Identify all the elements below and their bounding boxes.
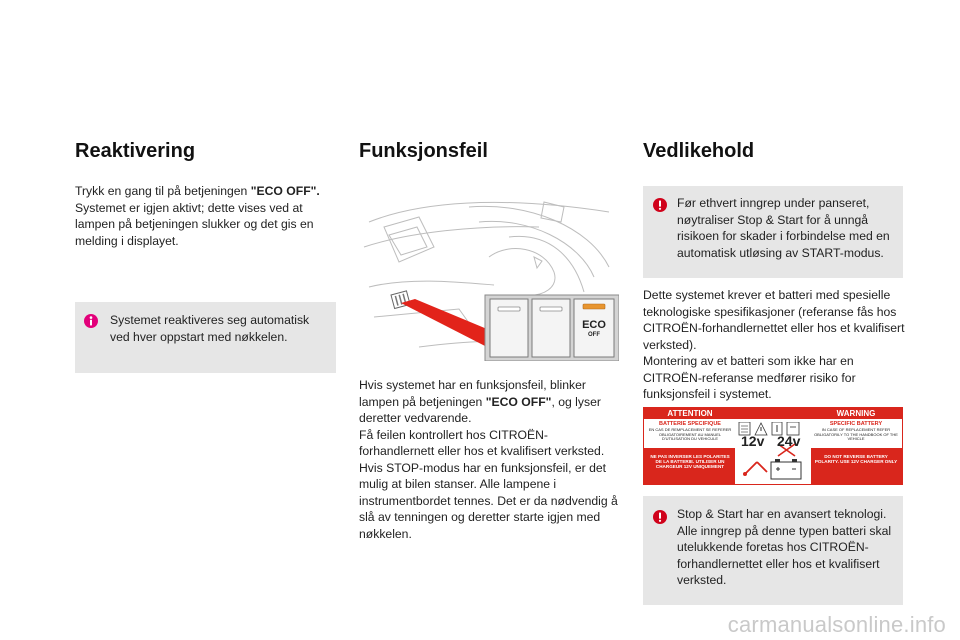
battery-label: [643, 407, 903, 485]
vedlikehold-paragraph: [643, 287, 905, 403]
label-12v: 12v: [741, 433, 765, 449]
battery-pictograms: [737, 422, 809, 482]
info-text: Systemet reaktiveres seg automatisk ved hver oppstart med nøkkelen.: [110, 313, 310, 344]
warning-text-2: Stop & Start har en avansert teknologi. Alle inngrep på denne typen batteri skal utelukkende foretas hos CITROËN-forhandlernettet eller hos et kvalifisert verksted.: [677, 507, 892, 587]
label-24v: 24v: [777, 433, 801, 449]
eco-button-sublabel: OFF: [588, 332, 600, 338]
info-box: [75, 302, 336, 373]
heading-vedlikehold: Vedlikehold: [643, 140, 755, 162]
warning-icon-2: [653, 510, 667, 524]
warning-icon: [653, 198, 667, 212]
fr-subtitle: EN CAS DE REMPLACEMENT SE REFERER OBLIGATOIREMENT AU MANUEL D'UTILISATION DU VEHICULE: [648, 427, 732, 441]
funksjonsfeil-text: Hvis systemet har en funksjonsfeil, blinker lampen på betjeningen: [359, 378, 586, 409]
reaktivering-paragraph: [75, 183, 337, 249]
vedlikehold-text-2: Montering av et batteri som ikke har en CITROËN-referanse medfører risiko for funksjonsfeil i systemet.: [643, 354, 856, 401]
warning-box-1: [643, 186, 903, 278]
eco-off-label-2: "ECO OFF": [485, 394, 552, 409]
reaktivering-text-rest: Systemet er igjen aktivt; dette vises ved at lampen på betjeningen slukker og det gis en melding i displayet.: [75, 200, 314, 248]
reaktivering-text: Trykk en gang til på betjeningen: [75, 184, 251, 198]
dashboard-illustration: [359, 187, 619, 361]
attention-label: ATTENTION: [667, 409, 713, 418]
en-subtitle: IN CASE OF REPLACEMENT REFER OBLIGATORILY TO THE HANDBOOK OF THE VEHICLE: [814, 427, 898, 441]
vedlikehold-text-1: Dette systemet krever et batteri med spesielle teknologiske spesifikasjoner (referanse fås hos CITROËN-forhandlernettet eller hos et kvalifisert verksted).: [643, 288, 905, 352]
fr-warning-text: NE PAS INVERSER LES POLARITES DE LA BATTERIE. UTILISER UN CHARGEUR 12V UNIQUEMENT: [650, 454, 730, 470]
en-title: SPECIFIC BATTERY: [829, 421, 883, 427]
funksjonsfeil-paragraph: [359, 377, 621, 542]
warning-label: WARNING: [836, 409, 876, 418]
funksjonsfeil-text-rest: , og lyser deretter vedvarende.: [359, 394, 601, 425]
warning-text-1: Før ethvert inngrep under panseret, nøytraliser Stop & Start for å unngå risikoen for skader i forbindelse med en automatisk utløsing av START-modus.: [677, 196, 890, 260]
funksjonsfeil-text-3: Hvis STOP-modus har en funksjonsfeil, er det mulig at bilen stanser. Alle lampene i instrumentbordet tennes. Det er da nødvendig å slå av tenningen og deretter starte igjen med nøkkelen.: [359, 460, 618, 541]
heading-reaktivering: Reaktivering: [75, 140, 196, 162]
info-icon: [84, 314, 98, 328]
warning-box-2: [643, 496, 903, 605]
heading-funksjonsfeil: Funksjonsfeil: [359, 140, 488, 162]
watermark: carmanualsonline.info: [727, 612, 946, 637]
en-warning-text: DO NOT REVERSE BATTERY POLARITY. USE 12V CHARGER ONLY: [814, 454, 898, 465]
fr-title: BATTERIE SPECIFIQUE: [659, 421, 721, 427]
eco-off-label: "ECO OFF".: [250, 184, 320, 198]
eco-button-label: ECO: [582, 319, 606, 331]
funksjonsfeil-text-2: Få feilen kontrollert hos CITROËN-forhandlernett eller hos et kvalifisert verksted.: [359, 427, 605, 458]
